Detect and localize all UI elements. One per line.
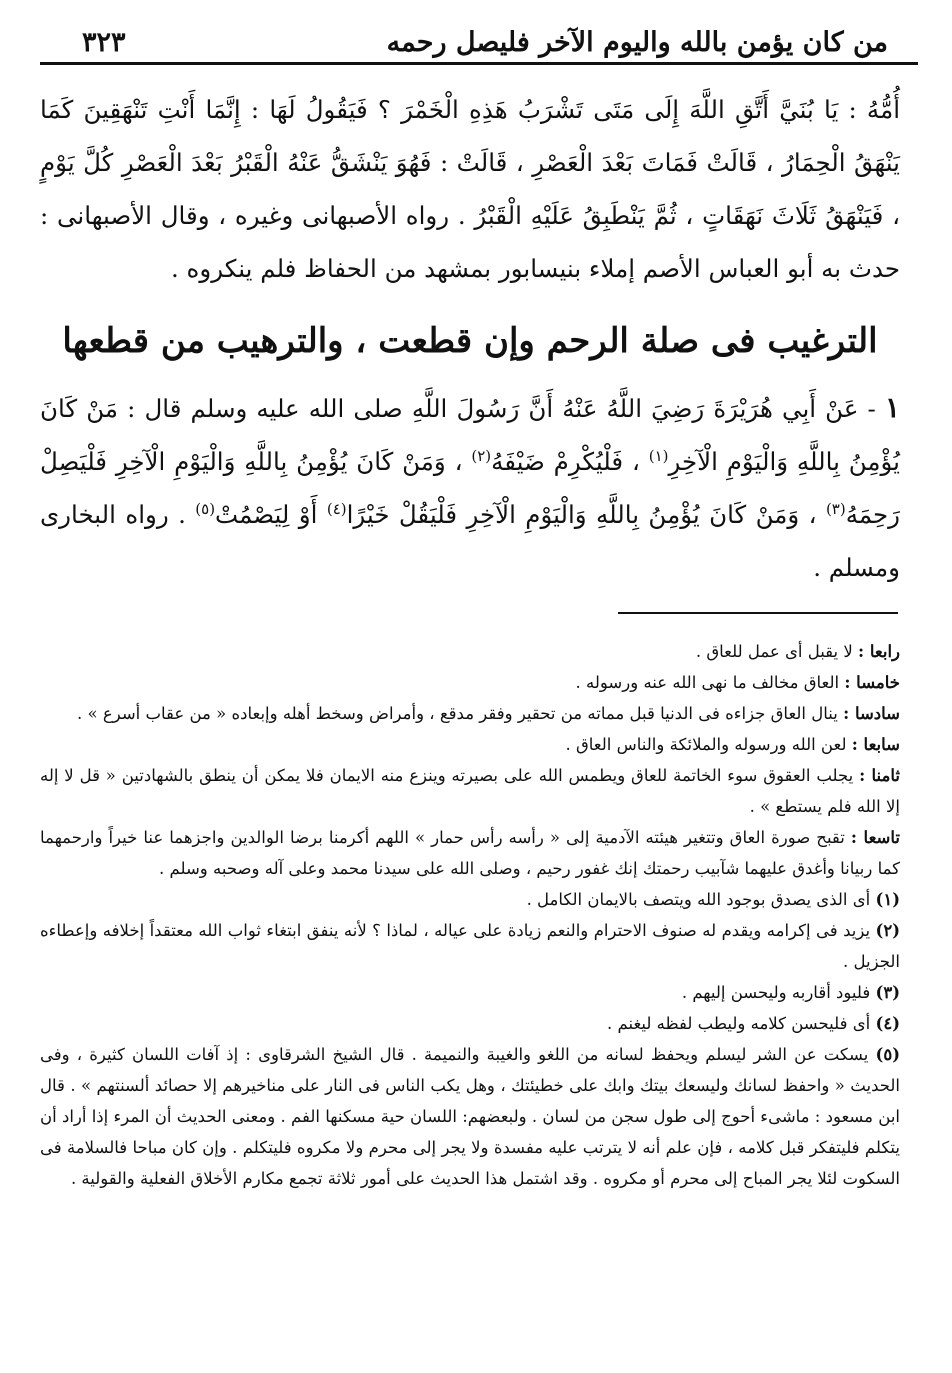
note-item bbox=[40, 667, 900, 698]
hadith-paragraph bbox=[40, 381, 900, 594]
footnote-mark-2: (٢) bbox=[471, 446, 492, 465]
note-text: لا يقبل أى عمل للعاق . bbox=[695, 642, 859, 661]
note-item bbox=[40, 698, 900, 729]
note-label: سابعا : bbox=[851, 735, 900, 754]
note-label: سادسا : bbox=[843, 704, 900, 723]
hadith-text-part-1: - عَنْ أَبِي هُرَيْرَةَ رَضِيَ اللَّهُ عَنْهُ أَنَّ رَسُولَ اللَّهِ صلى الله عليه وسلم قال : مَنْ كَانَ يُؤْمِنُ بِاللَّهِ وَالْيَوْمِ الْآخِرِ bbox=[40, 394, 900, 476]
note-label: خامسا : bbox=[844, 673, 900, 692]
note-text: العاق مخالف ما نهى الله عنه ورسوله . bbox=[575, 673, 845, 692]
footnote-number: (٥) bbox=[875, 1045, 900, 1064]
footnotes bbox=[40, 636, 900, 1194]
footnote-item bbox=[40, 977, 900, 1008]
hadith-text-part-4: ، وَمَنْ كَانَ يُؤْمِنُ بِاللَّهِ وَالْيَوْمِ الْآخِرِ فَلْيَقُلْ خَيْرًا bbox=[346, 500, 826, 529]
hadith-text-part-2: ، فَلْيُكْرِمْ ضَيْفَهُ bbox=[491, 447, 649, 476]
footnote-number: (٢) bbox=[875, 921, 900, 940]
note-label: رابعا : bbox=[858, 642, 900, 661]
main-paragraph: أُمُّهُ : يَا بُنَيَّ أَتَّقِ اللَّهَ إِلَى مَتَى تَشْرَبُ هَذِهِ الْخَمْرَ ؟ فَيَقُولُ لَهَا : إِنَّمَا أَنْتِ تَنْهَقِينَ كَمَا يَنْهَقُ الْحِمَارُ ، قَالَتْ فَمَاتَ بَعْدَ الْعَصْرِ ، قَالَتْ : فَهُوَ يَنْشَقُّ عَنْهُ الْقَبْرُ بَعْدَ الْعَصْرِ كُلَّ يَوْمٍ ، فَيَنْهَقُ ثَلَاثَ نَهَقَاتٍ ، ثُمَّ يَنْطَبِقُ عَلَيْهِ الْقَبْرُ . رواه الأصبهانى وغيره ، وقال الأصبهانى : حدث به أبو العباس الأصم إملاء بنيسابور بمشهد من الحفاظ فلم ينكروه . bbox=[40, 95, 900, 283]
footnote-text: فليود أقاربه وليحسن إليهم . bbox=[681, 983, 876, 1002]
note-item bbox=[40, 760, 900, 822]
note-text: ينال العاق جزاءه فى الدنيا قبل مماته من تحقير وفقر مدقع ، وأمراض وسخط أهله وإبعاده « من عقاب أسرع » . bbox=[77, 704, 844, 723]
footnote-mark-3: (٣) bbox=[825, 499, 846, 518]
footnote-item bbox=[40, 884, 900, 915]
note-label: ثامنا : bbox=[859, 766, 900, 785]
footnote-mark-1: (١) bbox=[648, 446, 669, 465]
hadith-text-part-6: . رواه البخارى ومسلم . bbox=[40, 500, 900, 582]
note-item bbox=[40, 729, 900, 760]
running-header bbox=[40, 0, 918, 65]
footnote-item bbox=[40, 1008, 900, 1039]
hadith-text-part-5: أَوْ لِيَصْمُتْ bbox=[215, 500, 327, 529]
footnote-text: يزيد فى إكرامه ويقدم له صنوف الاحترام والنعم زيادة على عياله ، لماذا ؟ لأنه ينفق ابتغاء ثواب الله معتقداً إخلافه وإعطاءه الجزيل . bbox=[40, 921, 900, 971]
note-text: لعن الله ورسوله والملائكة والناس العاق . bbox=[565, 735, 852, 754]
footnote-text: يسكت عن الشر ليسلم ويحفظ لسانه من اللغو والغيبة والنميمة . قال الشيخ الشرقاوى : إذ آفات اللسان كثيرة ، وفى الحديث « واحفظ لسانك وليسعك بيتك وابك على خطيئتك ، وهل يكب الناس فى النار على مناخيرهم إلا حصائد ألسنتهم » . قال ابن مسعود : ماشىء أحوج إلى طول سجن من لسان . ولبعضهم: اللسان حية مسكنها الفم . ومعنى الحديث أن المرء إذا أراد أن يتكلم فليتفكر قبل كلامه ، فإن علم أنه لا يترتب عليه مفسدة ولا يجر إلى محرم ولا مكروه فليتكلم . وإن كان مباحا فالسلامة فى السكوت لئلا يجر المباح إلى محرم أو مكروه . وقد اشتمل هذا الحديث على أمور ثلاثة تجمع مكارم الأخلاق الفعلية والقولية . bbox=[40, 1045, 900, 1188]
footnote-number: (٣) bbox=[875, 983, 900, 1002]
note-label: تاسعا : bbox=[850, 828, 900, 847]
note-text: يجلب العقوق سوء الخاتمة للعاق ويطمس الله على بصيرته وينزع منه الايمان فلا يمكن أن ينطق بالشهادتين « قل لا إله إلا الله فلم يستطع » . bbox=[40, 766, 900, 816]
section-heading: الترغيب فى صلة الرحم وإن قطعت ، والترهيب من قطعها bbox=[62, 321, 878, 361]
footnote-mark-5: (٥) bbox=[195, 499, 216, 518]
footnote-item bbox=[40, 915, 900, 977]
note-item bbox=[40, 822, 900, 884]
footnote-number: (١) bbox=[875, 890, 900, 909]
footnote-divider bbox=[618, 612, 898, 614]
hadith-text-part-3: ، وَمَنْ كَانَ يُؤْمِنُ بِاللَّهِ وَالْيَوْمِ الْآخِرِ فَلْيَصِلْ رَحِمَهُ bbox=[40, 447, 900, 529]
note-item bbox=[40, 636, 900, 667]
footnote-text: أى فليحسن كلامه وليطب لفظه ليغنم . bbox=[607, 1014, 876, 1033]
hadith-number: ١ bbox=[884, 391, 900, 424]
page-number: ٣٢٣ bbox=[82, 27, 126, 58]
footnote-item bbox=[40, 1039, 900, 1194]
footnote-number: (٤) bbox=[875, 1014, 900, 1033]
note-text: تقبح صورة العاق وتتغير هيئته الآدمية إلى « رأسه رأس حمار » اللهم أكرمنا برضا الوالدين واجزهما عنا خيراً وارحمهما كما ربيانا وأغدق عليهما شآبيب رحمتك إنك غفور رحيم ، وصلى الله على سيدنا محمد وعلى آله وصحبه وسلم . bbox=[40, 828, 900, 878]
footnote-text: أى الذى يصدق بوجود الله ويتصف بالايمان الكامل . bbox=[526, 890, 876, 909]
running-title: من كان يؤمن بالله واليوم الآخر فليصل رحمه bbox=[386, 27, 888, 58]
footnote-mark-4: (٤) bbox=[326, 499, 347, 518]
